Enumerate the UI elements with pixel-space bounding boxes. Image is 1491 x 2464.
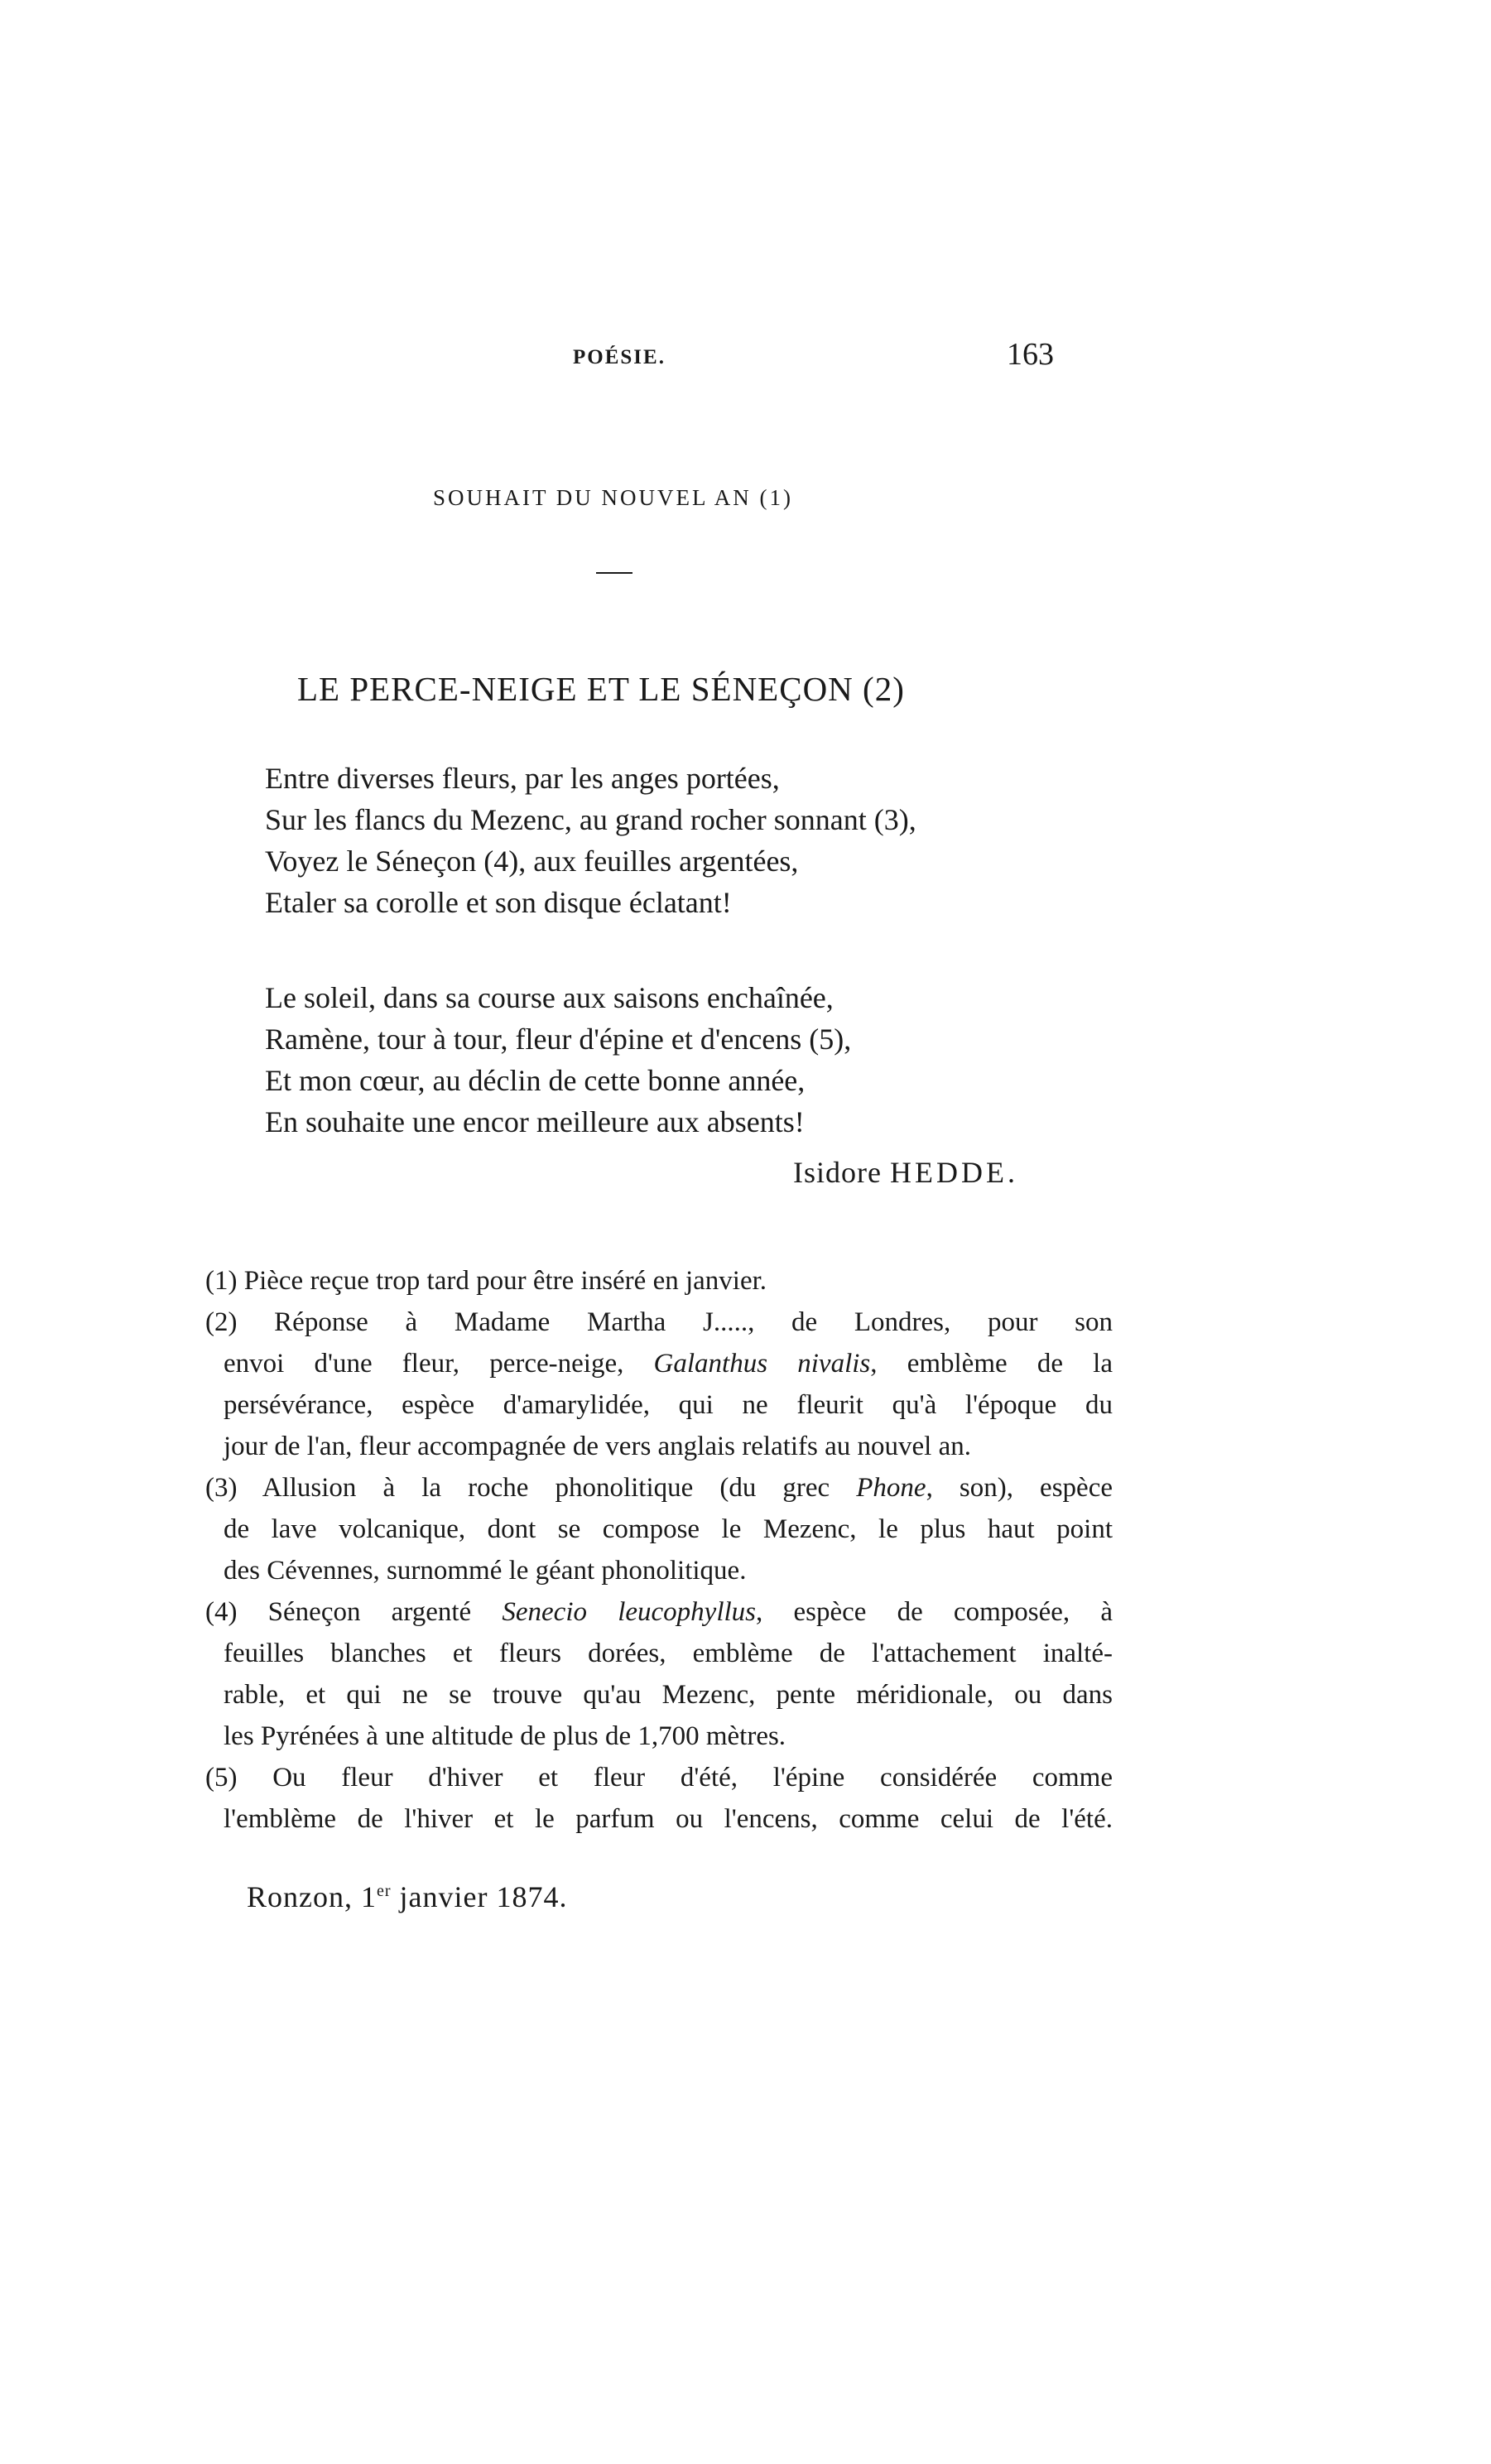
footnote-4-line xyxy=(205,1591,1113,1633)
dateline xyxy=(247,1879,568,1914)
footnote-4-line: les Pyrénées à une altitude de plus de 1,700 mètres. xyxy=(224,1721,786,1751)
footnote-2-line xyxy=(224,1343,1113,1384)
footnote-text: envoi d'une fleur, perce-neige, xyxy=(224,1349,654,1379)
poem-line: Le soleil, dans sa course aux saisons enchaînée, xyxy=(265,981,834,1014)
footnote-1: (1) Pièce reçue trop tard pour être inséré en janvier. xyxy=(205,1266,767,1296)
running-head: POÉSIE. xyxy=(573,346,666,368)
title-rule xyxy=(596,572,632,574)
footnote-3-line xyxy=(205,1467,1113,1509)
poem-line: Etaler sa corolle et son disque éclatant! xyxy=(265,886,732,919)
poem-line: Entre diverses fleurs, par les anges portées, xyxy=(265,762,780,795)
footnote-2-line: persévérance, espèce d'amarylidée, qui ne fleurit qu'à l'époque du xyxy=(224,1390,1113,1420)
footnote-4-line: rable, et qui ne se trouve qu'au Mezenc, pente méridionale, ou dans xyxy=(224,1680,1113,1710)
footnote-5-line: (5) Ou fleur d'hiver et fleur d'été, l'épine considérée comme xyxy=(205,1763,1113,1793)
page-number: 163 xyxy=(1007,337,1054,372)
footnote-text: , emblème de la xyxy=(870,1349,1113,1379)
signature-first-name: Isidore xyxy=(793,1156,882,1189)
poem-line: Sur les flancs du Mezenc, au grand rocher sonnant (3), xyxy=(265,803,916,836)
footnote-text: , son), espèce xyxy=(926,1473,1113,1503)
footnote-text: (4) Séneçon argenté xyxy=(205,1597,503,1627)
poem-signature xyxy=(793,1155,1018,1190)
footnote-italic-term: Galanthus nivalis xyxy=(653,1349,871,1379)
poem-line: En souhaite une encor meilleure aux absents! xyxy=(265,1105,805,1138)
signature-last-name: HEDDE. xyxy=(889,1156,1018,1189)
dateline-place: Ronzon, 1 xyxy=(247,1880,377,1913)
dateline-date: janvier 1874. xyxy=(391,1880,568,1913)
footnote-text: , espèce de composée, à xyxy=(756,1597,1113,1627)
footnote-4-line: feuilles blanches et fleurs dorées, emblème de l'attachement inalté- xyxy=(224,1639,1113,1668)
poem-title: LE PERCE-NEIGE ET LE SÉNEÇON (2) xyxy=(297,670,905,708)
dateline-superscript: er xyxy=(377,1882,392,1900)
poem-line: Voyez le Séneçon (4), aux feuilles argentées, xyxy=(265,845,799,878)
footnote-5-line: l'emblème de l'hiver et le parfum ou l'encens, comme celui de l'été. xyxy=(224,1804,1113,1834)
footnote-italic-term: Phone xyxy=(856,1473,926,1503)
section-title: SOUHAIT DU NOUVEL AN (1) xyxy=(433,485,793,510)
footnote-2-line: jour de l'an, fleur accompagnée de vers anglais relatifs au nouvel an. xyxy=(224,1432,971,1461)
poem-line: Ramène, tour à tour, fleur d'épine et d'encens (5), xyxy=(265,1023,852,1056)
footnote-3-line: de lave volcanique, dont se compose le Mezenc, le plus haut point xyxy=(224,1514,1113,1544)
poem-line: Et mon cœur, au déclin de cette bonne année, xyxy=(265,1064,806,1097)
footnote-italic-term: Senecio leucophyllus xyxy=(502,1597,756,1627)
footnote-2-line: (2) Réponse à Madame Martha J....., de Londres, pour son xyxy=(205,1307,1113,1337)
footnote-text: (3) Allusion à la roche phonolitique (du grec xyxy=(205,1473,857,1503)
footnote-3-line: des Cévennes, surnommé le géant phonolitique. xyxy=(224,1556,747,1586)
